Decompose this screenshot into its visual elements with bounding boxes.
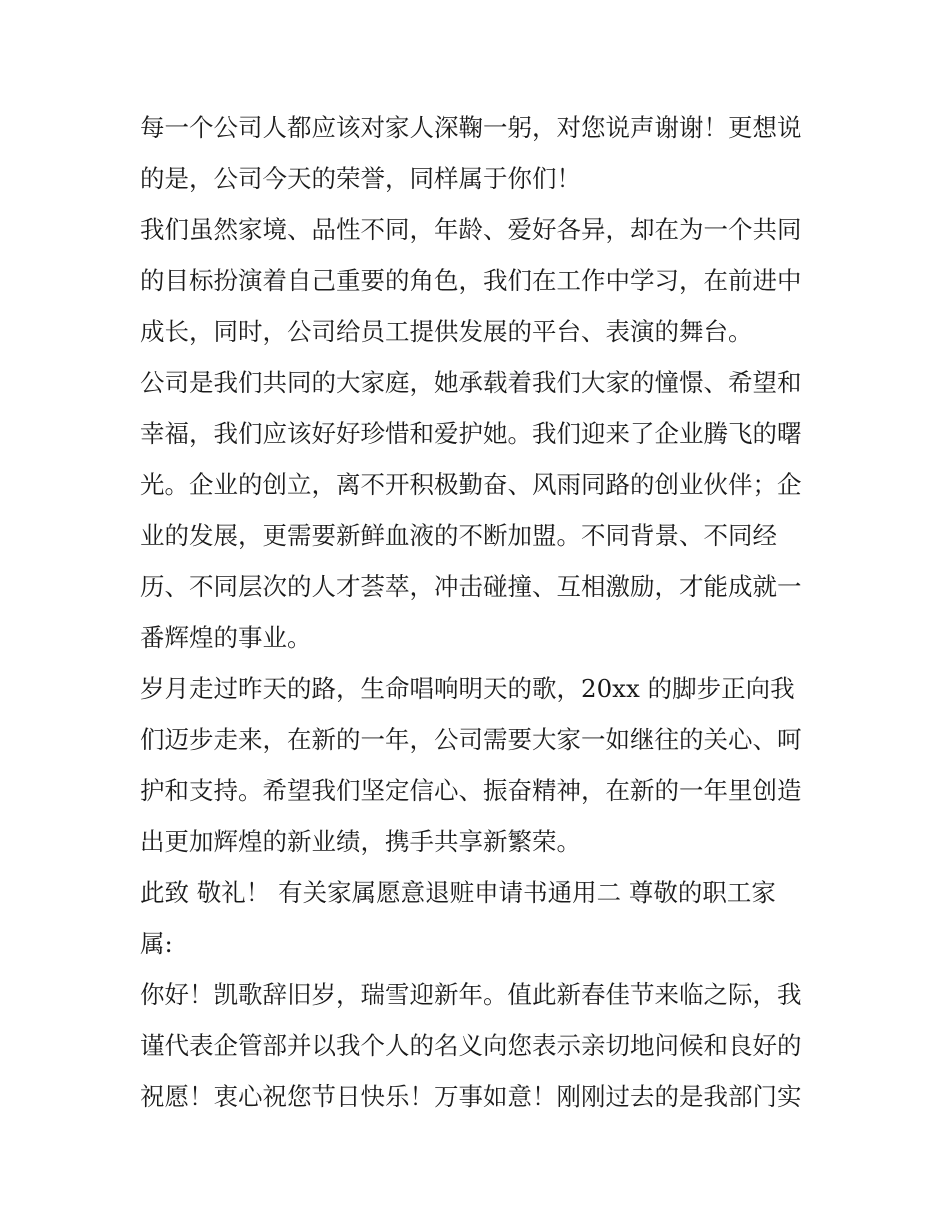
text-line: 谨代表企管部并以我个人的名义向您表示亲切地问候和良好的 xyxy=(140,1031,802,1060)
text-line: 的目标扮演着自己重要的角色，我们在工作中学习，在前进中 xyxy=(140,266,802,295)
text-line: 你好！凯歌辞旧岁，瑞雪迎新年。值此新春佳节来临之际，我 xyxy=(140,980,802,1009)
text-line: 此致 敬礼！ 有关家属愿意退赃申请书通用二 尊敬的职工家 xyxy=(140,878,776,907)
text-line: 番辉煌的事业。 xyxy=(140,623,312,652)
text-line: 每一个公司人都应该对家人深鞠一躬，对您说声谢谢！更想说 xyxy=(140,113,802,142)
text-line: 光。企业的创立，离不开积极勤奋、风雨同路的创业伙伴；企 xyxy=(140,470,802,499)
text-line: 护和支持。希望我们坚定信心、振奋精神，在新的一年里创造 xyxy=(140,776,802,805)
text-line: 出更加辉煌的新业绩，携手共享新繁荣。 xyxy=(140,827,581,856)
text-line: 属: xyxy=(140,929,173,958)
text-line: 们迈步走来，在新的一年，公司需要大家一如继往的关心、呵 xyxy=(140,725,802,754)
text-line: 的是，公司今天的荣誉，同样属于你们！ xyxy=(140,164,581,193)
text-line: 公司是我们共同的大家庭，她承载着我们大家的憧憬、希望和 xyxy=(140,368,802,397)
text-line: 祝愿！衷心祝您节日快乐！万事如意！刚刚过去的是我部门实 xyxy=(140,1082,802,1111)
text-line: 幸福，我们应该好好珍惜和爱护她。我们迎来了企业腾飞的曙 xyxy=(140,419,802,448)
text-line: 业的发展，更需要新鲜血液的不断加盟。不同背景、不同经 xyxy=(140,521,777,550)
text-line: 岁月走过昨天的路，生命唱响明天的歌，20xx 的脚步正向我 xyxy=(140,674,795,703)
text-line: 历、不同层次的人才荟萃，冲击碰撞、互相激励，才能成就一 xyxy=(140,572,802,601)
document-body xyxy=(140,102,812,1122)
text-line: 成长，同时，公司给员工提供发展的平台、表演的舞台。 xyxy=(140,317,753,346)
text-line: 我们虽然家境、品性不同，年龄、爱好各异，却在为一个共同 xyxy=(140,215,802,244)
